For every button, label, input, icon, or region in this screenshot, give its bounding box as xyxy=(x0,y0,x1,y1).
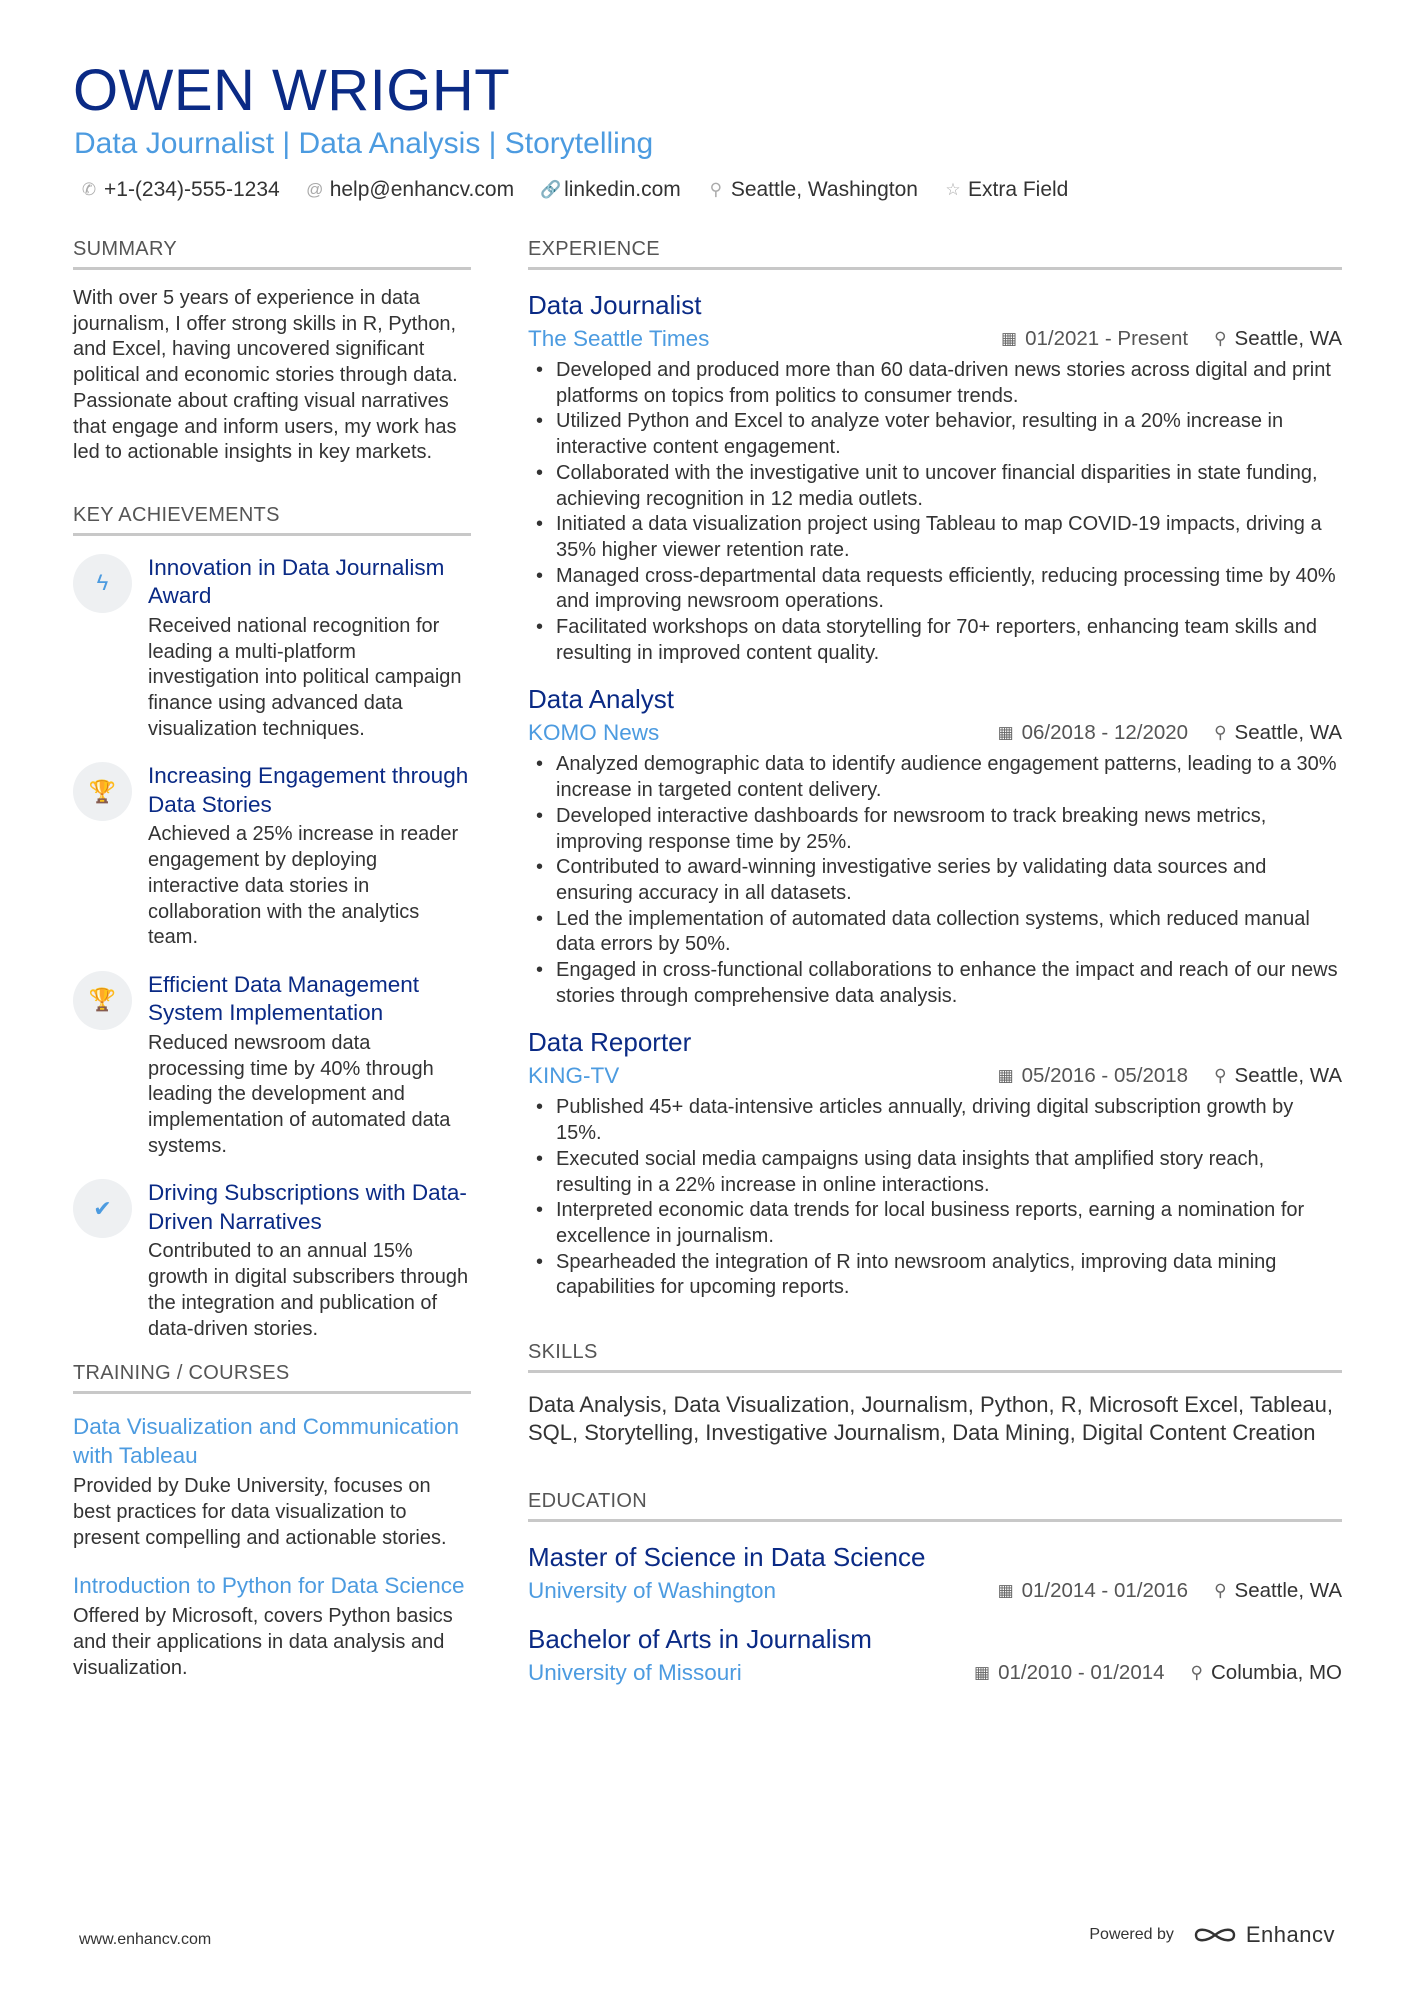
job-bullets xyxy=(528,1095,1342,1301)
bullet-item: • Facilitated workshops on data storytelling for 70+ reporters, enhancing team skills and resulting in improved content quality. xyxy=(528,615,1342,666)
brand-logo[interactable] xyxy=(1192,1922,1335,1948)
course-desc: Provided by Duke University, focuses on best practices for data visualization to present compelling and actionable stories. xyxy=(73,1475,447,1549)
trophy-icon: 🏆 xyxy=(73,762,132,821)
contact-text: help@enhancv.com xyxy=(329,178,515,201)
calendar-icon: ▦ xyxy=(997,1066,1014,1086)
job-meta xyxy=(528,1061,1342,1091)
link-icon: 🔗 xyxy=(540,180,562,199)
education-meta xyxy=(528,1576,1342,1606)
job-bullets xyxy=(528,358,1342,666)
course-title: Data Visualization and Communication with Tableau xyxy=(73,1414,460,1469)
section-title-education: EDUCATION xyxy=(528,1490,1342,1522)
date-range xyxy=(998,1064,1189,1088)
footer-branding xyxy=(1089,1922,1335,1948)
star-icon: ☆ xyxy=(945,180,961,199)
contact-item xyxy=(944,178,1068,202)
contact-text: linkedin.com xyxy=(564,178,681,201)
candidate-headline: Data Journalist | Data Analysis | Storytelling xyxy=(74,127,654,160)
calendar-icon: ▦ xyxy=(997,723,1014,743)
bullet-item: • Led the implementation of automated data collection systems, which reduced manual data errors by 50%. xyxy=(528,907,1342,958)
location-text: Seattle, WA xyxy=(1234,721,1342,745)
achievement-title: Increasing Engagement through Data Stories xyxy=(148,763,469,817)
date-range xyxy=(1001,327,1188,351)
contact-text: Seattle, Washington xyxy=(730,178,918,201)
achievement-desc: Contributed to an annual 15% growth in digital subscribers through the integration and publication of data-driven stories. xyxy=(148,1240,469,1340)
training-list xyxy=(73,1412,471,1681)
location-pin-icon: ⚲ xyxy=(1214,1066,1227,1086)
achievements-list xyxy=(73,554,471,1342)
achievement-body xyxy=(148,971,471,1160)
job-title: Data Analyst xyxy=(528,684,674,715)
date-text: 05/2016 - 05/2018 xyxy=(1021,1064,1189,1088)
date-text: 06/2018 - 12/2020 xyxy=(1021,721,1189,745)
course-title: Introduction to Python for Data Science xyxy=(73,1573,465,1599)
degree-title: Master of Science in Data Science xyxy=(528,1542,926,1573)
contact-item[interactable] xyxy=(306,178,514,202)
company-name: KOMO News xyxy=(528,720,660,746)
job-title: Data Reporter xyxy=(528,1027,692,1058)
powered-by-label: Powered by xyxy=(1089,1926,1174,1943)
right-column xyxy=(528,238,1342,1688)
job-meta xyxy=(528,324,1342,354)
bullet-item: • Utilized Python and Excel to analyze voter behavior, resulting in a 20% increase in interactive content engagement. xyxy=(528,409,1342,460)
job-entry xyxy=(528,1025,1342,1301)
achievement-desc: Received national recognition for leading a multi-platform investigation into political campaign finance using advanced data visualization techniques. xyxy=(148,614,462,740)
bullet-item: • Developed interactive dashboards for newsroom to track breaking news metrics, improving response time by 25%. xyxy=(528,804,1342,855)
contact-text: +1-(234)-555-1234 xyxy=(104,178,280,201)
bullet-item: • Executed social media campaigns using data insights that amplified story reach, resulting in a 22% increase in online interactions. xyxy=(528,1147,1342,1198)
date-text: 01/2010 - 01/2014 xyxy=(998,1661,1165,1685)
footer-website[interactable]: www.enhancv.com xyxy=(79,1931,212,1948)
location-pin-icon: ⚲ xyxy=(1190,1663,1203,1683)
location xyxy=(1214,1579,1342,1603)
contact-item[interactable] xyxy=(540,178,681,202)
achievement-item xyxy=(73,554,471,743)
company-name: KING-TV xyxy=(528,1063,620,1089)
location-text: Columbia, MO xyxy=(1210,1661,1342,1685)
summary-section xyxy=(73,238,471,466)
school-name: University of Missouri xyxy=(528,1660,742,1686)
location xyxy=(1214,721,1342,745)
at-icon: @ xyxy=(306,180,324,199)
bullet-item: • Contributed to award-winning investigative series by validating data sources and ensuring accuracy in all datasets. xyxy=(528,855,1342,906)
location-pin-icon: ⚲ xyxy=(1214,723,1227,743)
location xyxy=(1191,1661,1342,1685)
meta-info xyxy=(998,1064,1342,1088)
training-section xyxy=(73,1362,471,1681)
achievement-body xyxy=(148,554,471,743)
date-text: 01/2014 - 01/2016 xyxy=(1021,1579,1189,1603)
trophy-icon: 🏆 xyxy=(73,971,132,1030)
job-title: Data Journalist xyxy=(528,290,702,320)
job-bullets xyxy=(528,752,1342,1009)
section-title-summary: SUMMARY xyxy=(73,238,471,270)
achievement-body xyxy=(148,1179,471,1342)
meta-info xyxy=(974,1661,1342,1685)
bullet-item: • Published 45+ data-intensive articles annually, driving digital subscription growth by 15%. xyxy=(528,1095,1342,1146)
date-range xyxy=(998,1579,1189,1603)
left-column xyxy=(73,238,471,1682)
location xyxy=(1214,1064,1342,1088)
location-text: Seattle, WA xyxy=(1234,327,1342,350)
education-meta xyxy=(528,1658,1342,1688)
calendar-icon: ▦ xyxy=(1001,329,1018,348)
meta-info xyxy=(998,1579,1342,1603)
phone-icon: ✆ xyxy=(81,180,97,199)
course-desc: Offered by Microsoft, covers Python basics and their applications in data analysis and visualization. xyxy=(73,1605,453,1679)
section-title-achievements: KEY ACHIEVEMENTS xyxy=(73,504,471,536)
achievement-desc: Achieved a 25% increase in reader engagement by deploying interactive data stories in collaboration with the analytics team. xyxy=(148,823,459,949)
lightning-icon: ϟ xyxy=(73,554,132,613)
education-entry xyxy=(528,1540,1342,1606)
experience-section xyxy=(528,238,1342,1301)
date-text: 01/2021 - Present xyxy=(1025,327,1189,350)
company-name: The Seattle Times xyxy=(528,326,710,351)
meta-info xyxy=(1001,327,1342,351)
achievement-title: Innovation in Data Journalism Award xyxy=(148,554,445,609)
skills-text: Data Analysis, Data Visualization, Journalism, Python, R, Microsoft Excel, Tableau, SQL, Storytelling, Investigative Journalism, Data Mining, Digital Content Creation xyxy=(528,1392,1334,1445)
location-pin-icon: ⚲ xyxy=(1214,1581,1227,1601)
contact-bar xyxy=(80,178,1068,202)
location-text: Seattle, WA xyxy=(1234,1064,1342,1088)
candidate-name: OWEN WRIGHT xyxy=(73,58,511,123)
achievements-section xyxy=(73,504,471,1342)
meta-info xyxy=(998,721,1342,745)
location xyxy=(1214,327,1342,351)
achievement-item xyxy=(73,1179,471,1342)
calendar-icon: ▦ xyxy=(974,1663,991,1683)
section-title-experience: EXPERIENCE xyxy=(528,238,1342,270)
education-section xyxy=(528,1490,1342,1688)
course-item xyxy=(73,1571,471,1681)
education-list xyxy=(528,1540,1342,1688)
course-item xyxy=(73,1412,471,1551)
bullet-item: • Developed and produced more than 60 data-driven news stories across digital and print platforms on topics from politics to consumer trends. xyxy=(528,358,1342,409)
achievement-item xyxy=(73,762,471,951)
section-title-skills: SKILLS xyxy=(528,1341,1342,1373)
bullet-item: • Initiated a data visualization project using Tableau to map COVID-19 impacts, driving a 35% higher viewer retention rate. xyxy=(528,512,1342,563)
contact-text: Extra Field xyxy=(967,178,1069,201)
calendar-icon: ▦ xyxy=(997,1581,1014,1601)
date-range xyxy=(998,721,1189,745)
degree-title: Bachelor of Arts in Journalism xyxy=(528,1624,872,1655)
enhancv-logo-icon xyxy=(1192,1923,1238,1947)
brand-name: Enhancv xyxy=(1245,1922,1335,1947)
skills-section xyxy=(528,1341,1342,1446)
job-entry xyxy=(528,682,1342,1009)
section-title-training: TRAINING / COURSES xyxy=(73,1362,471,1394)
location-text: Seattle, WA xyxy=(1234,1579,1342,1603)
contact-item xyxy=(707,178,918,202)
job-meta xyxy=(528,718,1342,748)
bullet-item: • Collaborated with the investigative unit to uncover financial disparities in state funding, achieving recognition in 12 media outlets. xyxy=(528,461,1342,512)
achievement-desc: Reduced newsroom data processing time by 40% through leading the development and implementation of automated data systems. xyxy=(148,1031,451,1157)
school-name: University of Washington xyxy=(528,1578,777,1604)
achievement-title: Driving Subscriptions with Data-Driven Narratives xyxy=(148,1180,467,1234)
education-entry xyxy=(528,1622,1342,1688)
achievement-body xyxy=(148,762,471,951)
checkmark-icon: ✔ xyxy=(73,1179,132,1238)
contact-item[interactable] xyxy=(80,178,280,202)
bullet-item: • Interpreted economic data trends for local business reports, earning a nomination for excellence in journalism. xyxy=(528,1198,1342,1249)
achievement-title: Efficient Data Management System Implementation xyxy=(148,971,419,1026)
location-pin-icon: ⚲ xyxy=(709,180,723,199)
bullet-item: • Spearheaded the integration of R into newsroom analytics, improving data mining capabilities for upcoming reports. xyxy=(528,1250,1342,1301)
bullet-item: • Managed cross-departmental data requests efficiently, reducing processing time by 40% and improving newsroom operations. xyxy=(528,564,1342,615)
bullet-item: • Analyzed demographic data to identify audience engagement patterns, leading to a 30% increase in targeted content delivery. xyxy=(528,752,1342,803)
achievement-item xyxy=(73,971,471,1160)
date-range xyxy=(974,1661,1165,1685)
bullet-item: • Engaged in cross-functional collaborations to enhance the impact and reach of our news stories through comprehensive data analysis. xyxy=(528,958,1342,1009)
experience-list xyxy=(528,288,1342,1301)
summary-text: With over 5 years of experience in data journalism, I offer strong skills in R, Python, and Excel, having uncovered significant political and economic stories through data. Passionate about crafting visual narratives that engage and inform users, my work has led to actionable insights in key markets. xyxy=(73,287,458,464)
job-entry xyxy=(528,288,1342,666)
location-pin-icon: ⚲ xyxy=(1214,329,1227,348)
